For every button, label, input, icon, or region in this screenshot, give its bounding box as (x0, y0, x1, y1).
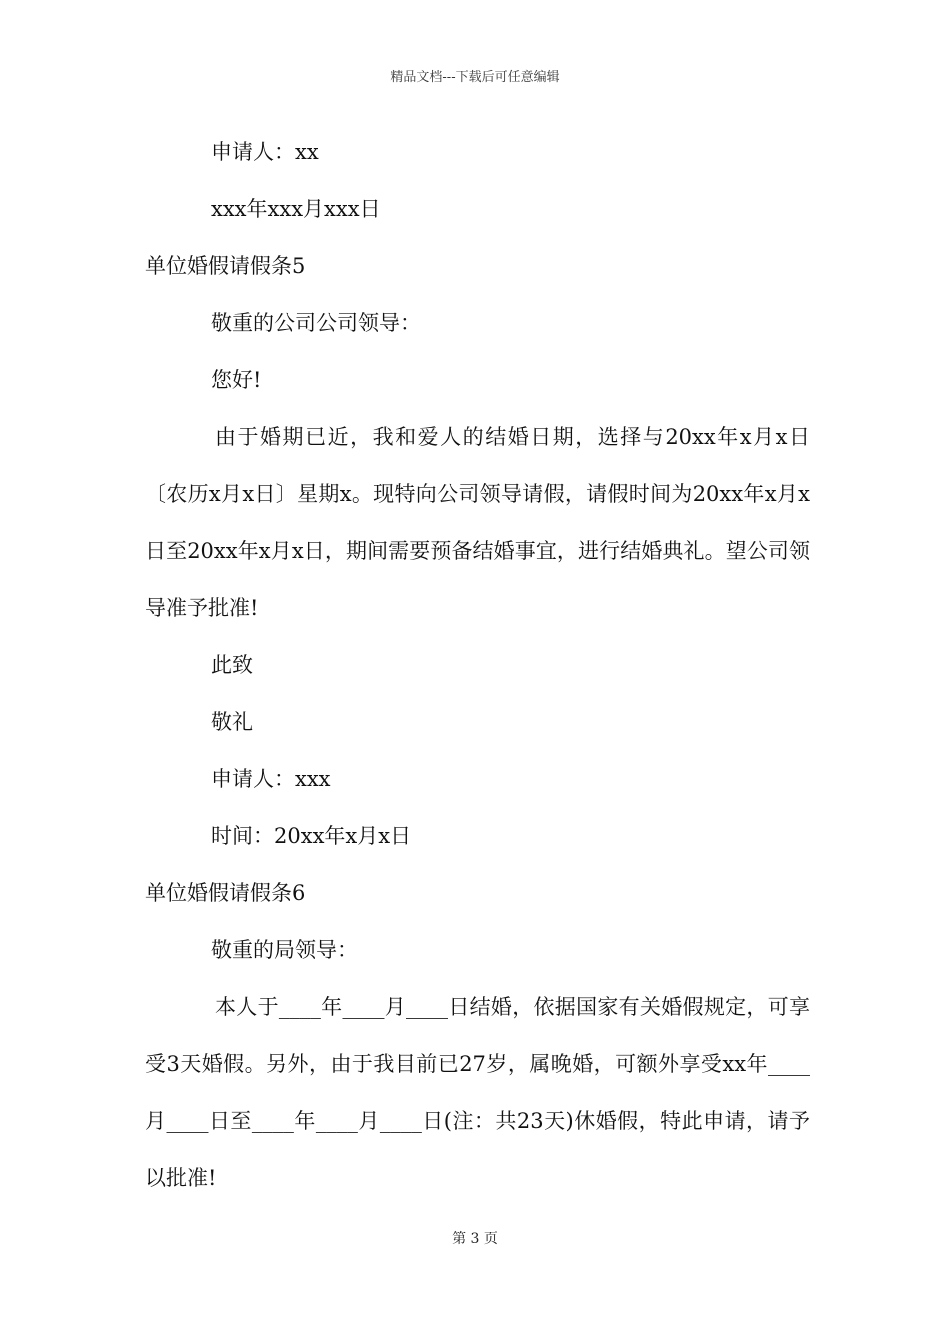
body-paragraph-6: 本人于____年____月____日结婚，依据国家有关婚假规定，可享受3天婚假。另外，由于我目前已27岁，属晚婚，可额外享受xx年____月____日至____年____月____日(注：共23天)休婚假，特此申请，请予以批准! (145, 995, 810, 1190)
salutation-6: 敬重的局领导： (211, 938, 358, 962)
time-line-5: 时间：20xx年x月x日 (211, 824, 412, 848)
page-number: 第 3 页 (452, 1231, 498, 1247)
closing-cizhi: 此致 (211, 653, 253, 677)
applicant-line: 申请人：xx (211, 140, 319, 164)
applicant-line-5: 申请人：xxx (211, 767, 331, 791)
greeting-hello: 您好! (211, 368, 262, 392)
page-header: 精品文档---下载后可任意编辑 (390, 70, 560, 85)
section-title-5: 单位婚假请假条5 (145, 254, 306, 278)
salutation-5: 敬重的公司公司领导： (211, 311, 421, 335)
body-paragraph-5: 由于婚期已近，我和爱人的结婚日期，选择与20xx年x月x日〔农历x月x日〕星期x。现特向公司领导请假，请假时间为20xx年x月x日至20xx年x月x日，期间需要预备结婚事宜，进行结婚典礼。望公司领导准予批准! (145, 425, 810, 620)
section-title-6: 单位婚假请假条6 (145, 881, 306, 905)
date-line: xxx年xxx月xxx日 (211, 197, 381, 221)
closing-jingli: 敬礼 (211, 710, 253, 734)
